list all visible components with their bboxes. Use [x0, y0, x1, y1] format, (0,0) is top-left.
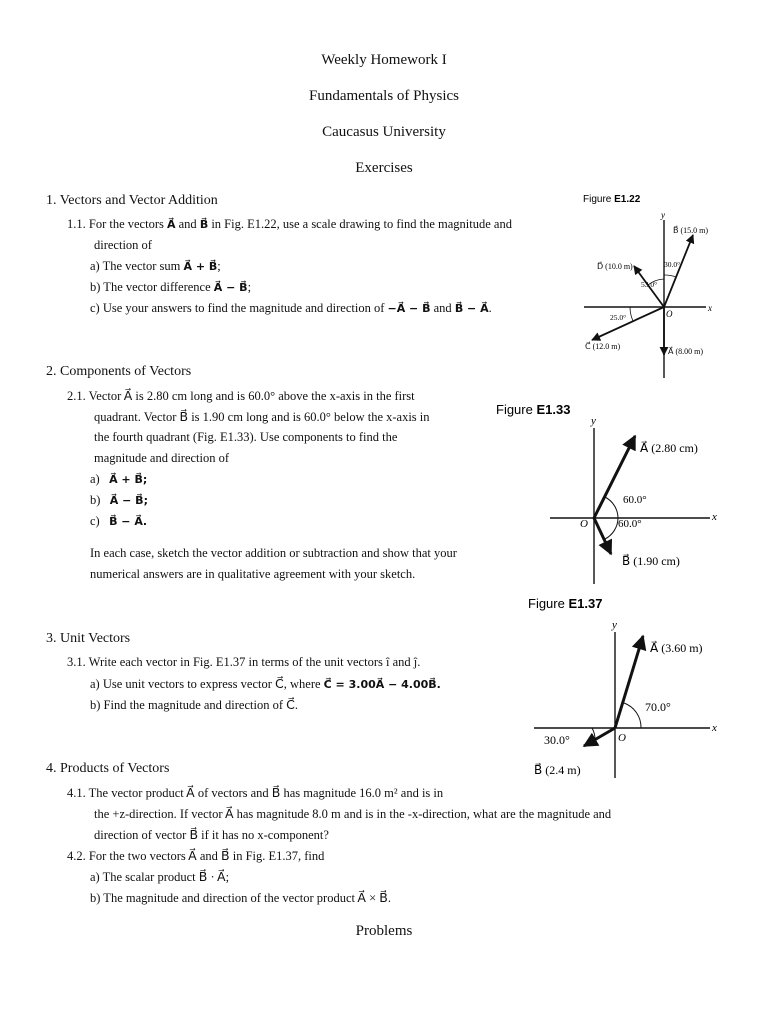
fig133-x-label: x — [712, 511, 717, 523]
q2-1-line2: quadrant. Vector B⃗ is 1.90 cm long and is 60.0° below the x-axis in — [94, 410, 430, 424]
fig133-arc-2 — [605, 518, 618, 539]
q2-item-b-label: b) — [90, 493, 101, 507]
q2-item-c-expr: B⃗ − A⃗. — [109, 515, 148, 528]
fig122-label-c: C⃗ (12.0 m) — [585, 342, 621, 351]
item-a-expr: A⃗ + B⃗ — [183, 260, 218, 273]
q2-1-item-b — [90, 493, 148, 508]
fig122-vector-b — [664, 235, 693, 307]
fig133-caption: Figure E1.33 — [496, 402, 571, 417]
item-b-text: b) The vector difference — [90, 280, 214, 294]
fig122-label-a: A⃗ (8.00 m) — [668, 347, 704, 356]
q4-2-line1: 4.2. For the two vectors A⃗ and B⃗ in Fig. E1.37, find — [67, 849, 325, 863]
fig137-y-label: y — [612, 619, 617, 631]
q1-1-line2: direction of — [94, 238, 152, 252]
fig137-angle-70: 70.0° — [645, 700, 671, 714]
q1-1-item-a — [90, 259, 221, 274]
q1-1-text-a: 1.1. For the vectors — [67, 217, 167, 231]
fig133-angle-2: 60.0° — [618, 518, 642, 530]
fig133-origin-label: O — [580, 518, 588, 530]
fig133-label-b: B⃗ (1.90 cm) — [622, 554, 680, 568]
item-c-period: . — [488, 301, 492, 315]
university-name: Caucasus University — [322, 124, 446, 140]
fig137-arc-30 — [592, 728, 595, 739]
q4-1-line2: the +z-direction. If vector A⃗ has magnitude 8.0 m and is in the -x-direction, what are the magnitude and — [94, 807, 612, 821]
fig122-caption: Figure E1.22 — [583, 194, 641, 205]
section-4-title: 4. Products of Vectors — [46, 761, 170, 776]
fig122-arc-30 — [664, 275, 676, 277]
problems-heading: Problems — [355, 923, 413, 939]
fig133-y-label: y — [591, 415, 596, 427]
q4-2-item-b: b) The magnitude and direction of the vector product A⃗ × B⃗. — [90, 891, 391, 905]
fig133-label-a: A⃗ (2.80 cm) — [640, 441, 698, 455]
item-a-text: a) The vector sum — [90, 259, 184, 273]
q3-1-item-b: b) Find the magnitude and direction of C⃗. — [90, 698, 298, 712]
q2-1-item-a — [90, 472, 147, 487]
q3-item-a-text: a) Use unit vectors to express vector C⃗, where — [90, 677, 324, 691]
fig133-arc-1 — [605, 497, 618, 518]
q2-note-line1: In each case, sketch the vector addition or subtraction and show that your — [90, 546, 457, 560]
item-b-semi: ; — [247, 280, 252, 294]
fig133-angle-1: 60.0° — [623, 494, 647, 506]
q2-1-line3: the fourth quadrant (Fig. E1.33). Use components to find the — [94, 430, 398, 444]
section-2-title: 2. Components of Vectors — [46, 364, 192, 379]
fig137-vector-a — [615, 636, 643, 728]
fig122-angle-25: 25.0° — [610, 313, 627, 322]
fig122-vector-c — [592, 307, 664, 340]
q2-1-line1: 2.1. Vector A⃗ is 2.80 cm long and is 60.0° above the x-axis in the first — [67, 389, 415, 403]
fig122-angle-30: 30.0° — [664, 260, 681, 269]
fig137-arc-70 — [624, 703, 641, 728]
fig122-arc-25 — [630, 307, 633, 321]
fig137-label-b: B⃗ (2.4 m) — [534, 763, 581, 777]
fig137-caption: Figure E1.37 — [528, 596, 603, 611]
q1-1-item-c — [90, 301, 492, 316]
fig137-vector-b — [584, 728, 615, 746]
q2-item-a-label: a) — [90, 472, 100, 486]
q2-1-item-c — [90, 514, 147, 529]
item-c-and: and — [430, 301, 455, 315]
fig137-label-a: A⃗ (3.60 m) — [650, 641, 703, 655]
item-c-expr1: −A⃗ − B⃗ — [387, 302, 431, 315]
fig122-angle-53: 53.0° — [641, 280, 658, 289]
q1-1-text-c: in Fig. E1.22, use a scale drawing to find the magnitude and — [208, 217, 512, 231]
q2-1-line4: magnitude and direction of — [94, 451, 230, 465]
q2-note-line2: numerical answers are in qualitative agreement with your sketch. — [90, 567, 416, 581]
q2-item-b-expr: A⃗ − B⃗; — [109, 494, 148, 507]
course-name: Fundamentals of Physics — [309, 88, 459, 104]
q1-1-line1: 1.1. For the vectors A⃗ and B⃗ in Fig. E1.22, use a scale drawing to find the magnitude and — [67, 217, 512, 231]
q4-2-item-a: a) The scalar product B⃗ · A⃗; — [90, 870, 230, 884]
fig137-x-label: x — [712, 722, 717, 734]
fig137-origin-label: O — [618, 732, 626, 744]
figure-e1-37 — [524, 590, 764, 780]
fig122-origin-label: O — [666, 309, 673, 319]
section-1-title: 1. Vectors and Vector Addition — [46, 193, 218, 208]
q4-1-line3: direction of vector B⃗ if it has no x-component? — [94, 828, 329, 842]
fig122-label-b: B⃗ (15.0 m) — [673, 226, 709, 235]
item-c-expr2: B⃗ − A⃗ — [454, 302, 489, 315]
item-b-expr: A⃗ − B⃗ — [213, 281, 248, 294]
q3-1-line1: 3.1. Write each vector in Fig. E1.37 in terms of the unit vectors î and ĵ. — [67, 655, 421, 669]
fig122-x-label: x — [708, 303, 712, 313]
item-c-text: c) Use your answers to find the magnitude and direction of — [90, 301, 388, 315]
fig137-angle-30: 30.0° — [544, 733, 570, 747]
q1-1-text-b: and — [175, 217, 200, 231]
q3-item-a-expr: C⃗ = 3.00A⃗ − 4.00B⃗. — [323, 678, 441, 691]
figure-e1-22 — [580, 190, 720, 390]
item-a-semi: ; — [217, 259, 221, 273]
fig133-vector-b — [594, 518, 611, 554]
q4-1-line1: 4.1. The vector product A⃗ of vectors and B⃗ has magnitude 16.0 m² and is in — [67, 786, 444, 800]
q2-item-c-label: c) — [90, 514, 100, 528]
q2-item-a-expr: A⃗ + B⃗; — [109, 473, 148, 486]
section-3-title: 3. Unit Vectors — [46, 631, 131, 646]
fig122-y-label: y — [661, 210, 665, 220]
q3-1-item-a — [90, 676, 441, 692]
figure-e1-33 — [494, 396, 734, 586]
q1-1-item-b — [90, 280, 251, 295]
fig122-label-d: D⃗ (10.0 m) — [597, 262, 633, 271]
doc-title: Weekly Homework I — [321, 52, 447, 68]
exercises-heading: Exercises — [355, 160, 413, 176]
